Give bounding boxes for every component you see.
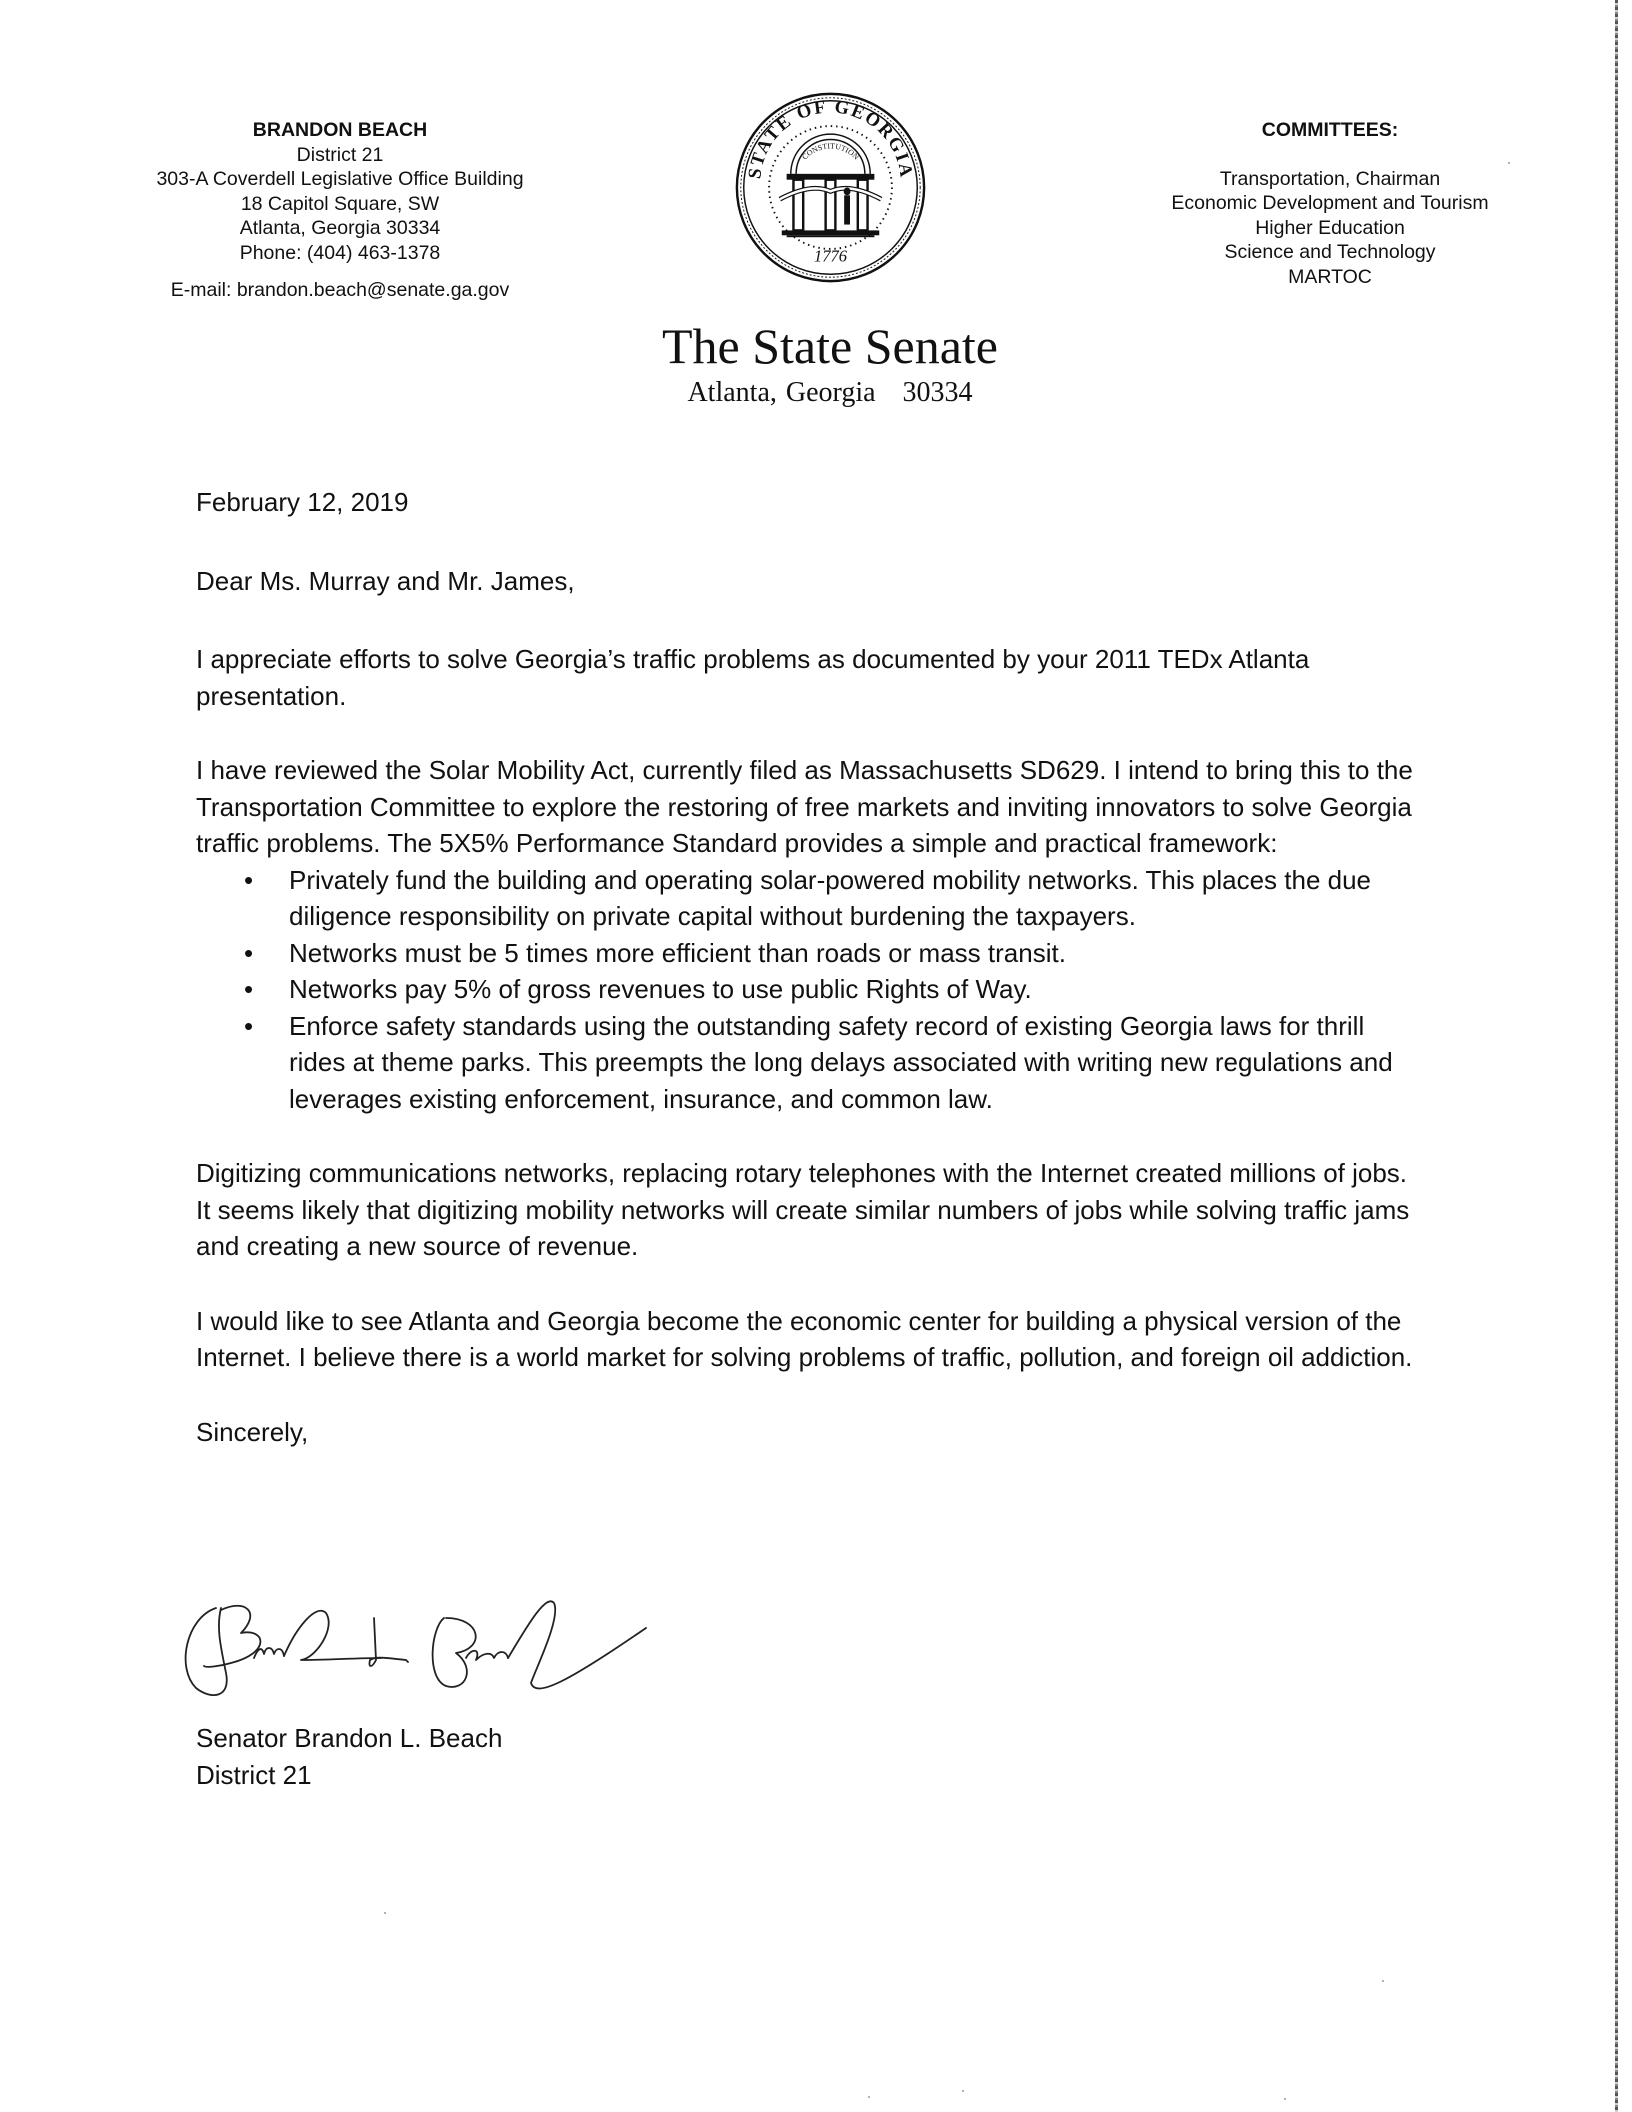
body-paragraph: I appreciate efforts to solve Georgia’s traffic problems as documented by your 2011 TEDx Atlanta presentation. [196, 644, 1310, 711]
body-paragraph: Digitizing communications networks, replacing rotary telephones with the Internet created millions of jobs. It seems likely that digitizing mobility networks will create similar numbers of jobs while solving traffic jams and creating a new source of revenue. [196, 1158, 1410, 1261]
signer-block [196, 1720, 502, 1793]
sender-info [110, 118, 570, 303]
scan-speck [1284, 2098, 1286, 2100]
bullet-item [196, 1008, 1416, 1118]
bullet-text: Privately fund the building and operating solar-powered mobility networks. This places the due diligence responsibility on private capital without burdening the taxpayers. [289, 864, 1372, 931]
bullet-item [196, 935, 1416, 972]
closing: Sincerely, [196, 1416, 309, 1447]
state-of-georgia-seal-icon [733, 90, 928, 285]
body-paragraph: I would like to see Atlanta and Georgia become the economic center for building a physical version of the Internet. I believe there is a world market for solving problems of traffic, pollution, and foreign oil addiction. [196, 1305, 1413, 1372]
bullet-item [196, 971, 1416, 1008]
scan-edge-line [1615, 0, 1618, 2112]
sender-phone: Phone: (404) 463-1378 [239, 241, 441, 264]
letter-date: February 12, 2019 [196, 487, 409, 517]
bullet-icon: • [244, 1010, 254, 1041]
body-paragraph: I have reviewed the Solar Mobility Act, currently filed as Massachusetts SD629. I intend to bring this to the Transportation Committee to explore the restoring of free markets and inviting innovators to solve Georgia traffic problems. The 5X5% Performance Standard provides a simple and practical framework: [196, 755, 1413, 858]
signer-district: District 21 [196, 1759, 312, 1790]
bullet-text: Networks must be 5 times more efficient than roads or mass transit. [289, 937, 1066, 968]
committee-item: Higher Education [1255, 216, 1405, 239]
institution-subtitle: Atlanta, Georgia 30334 [687, 377, 973, 408]
committee-item: MARTOC [1288, 265, 1372, 288]
committees-list [1140, 118, 1520, 289]
scan-speck [1382, 1980, 1384, 1982]
letter-body [196, 484, 1416, 1450]
framework-bullet-list [196, 862, 1416, 1118]
handwritten-signature-icon [176, 1588, 656, 1708]
salutation: Dear Ms. Murray and Mr. James, [196, 565, 575, 596]
bullet-icon: • [244, 974, 254, 1004]
svg-text:CONSTITUTION: CONSTITUTION [800, 141, 861, 162]
signer-name: Senator Brandon L. Beach [196, 1723, 503, 1753]
svg-text:1776: 1776 [813, 246, 848, 266]
sender-email: E-mail: brandon.beach@senate.ga.gov [170, 279, 510, 301]
bullet-icon: • [244, 937, 254, 968]
scan-speck [868, 2096, 870, 2098]
bullet-text: Networks pay 5% of gross revenues to use public Rights of Way. [289, 974, 1032, 1004]
bullet-item [196, 862, 1416, 935]
svg-text:STATE OF GEORGIA: STATE OF GEORGIA [744, 96, 917, 181]
committees-heading: COMMITTEES: [1261, 119, 1399, 141]
committee-item: Economic Development and Tourism [1171, 192, 1489, 214]
scan-speck [1508, 162, 1510, 164]
sender-district: District 21 [296, 143, 384, 166]
sender-city: Atlanta, Georgia 30334 [239, 217, 441, 239]
scan-speck [962, 2090, 964, 2092]
sender-office: 303-A Coverdell Legislative Office Building [156, 168, 524, 190]
institution-title: The State Senate [662, 318, 998, 374]
committee-item: Transportation, Chairman [1219, 167, 1441, 190]
bullet-text: Enforce safety standards using the outstanding safety record of existing Georgia laws for thrill rides at theme parks. This preempts the long delays associated with writing new regulations and leverages existing enforcement, insurance, and common law. [289, 1010, 1393, 1114]
sender-street: 18 Capitol Square, SW [240, 192, 440, 215]
bullet-icon: • [244, 864, 254, 895]
committee-item: Science and Technology [1224, 241, 1436, 263]
scan-speck [384, 1912, 386, 1914]
sender-name: BRANDON BEACH [252, 119, 428, 141]
